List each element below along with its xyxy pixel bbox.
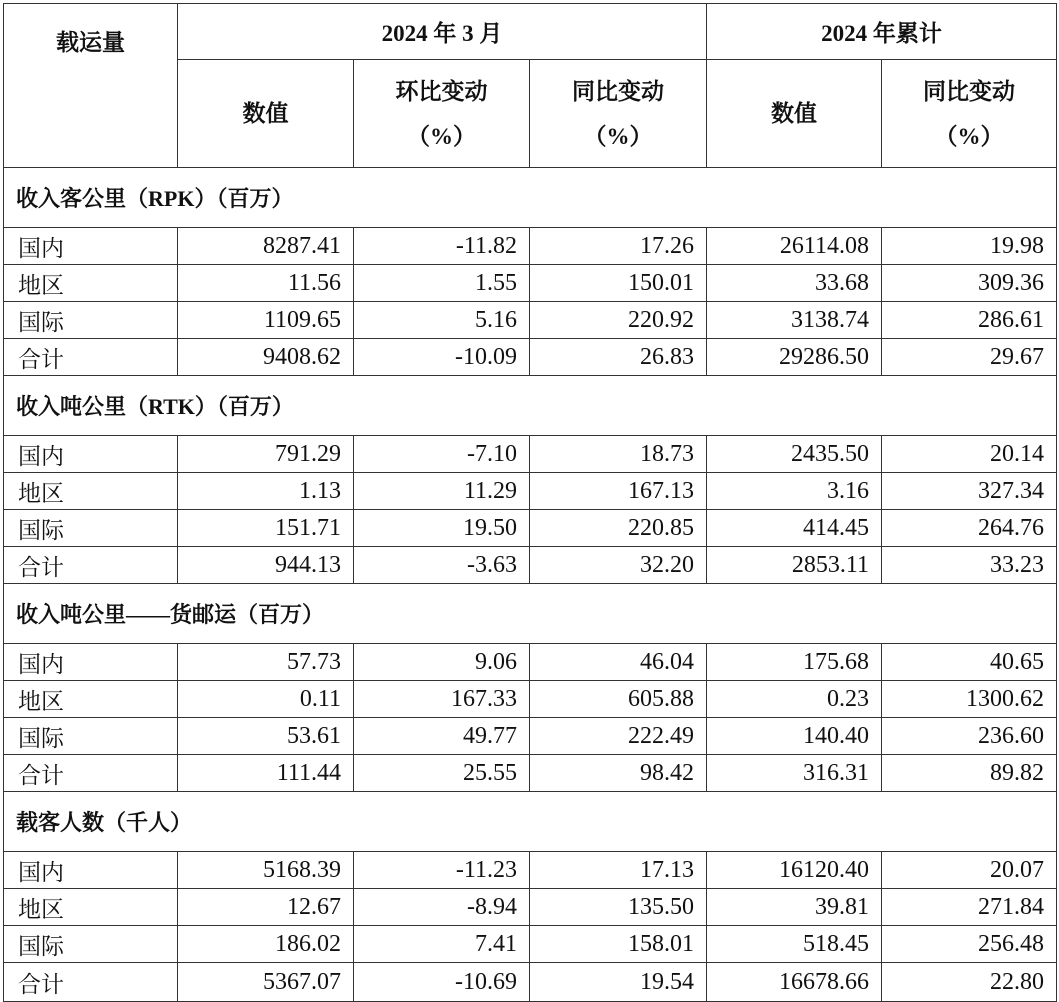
header-yoy-pct: （%） bbox=[583, 123, 653, 149]
yoy-cell: 220.92 bbox=[530, 302, 707, 339]
section-title: 载客人数（千人） bbox=[4, 792, 1057, 852]
table-row bbox=[4, 339, 1057, 376]
table-row bbox=[4, 302, 1057, 339]
mom-cell: 7.41 bbox=[354, 926, 530, 963]
yoy-cell: 46.04 bbox=[530, 644, 707, 681]
value-cell: 186.02 bbox=[178, 926, 354, 963]
ytd-value-cell: 2853.11 bbox=[707, 547, 882, 584]
yoy-cell: 167.13 bbox=[530, 473, 707, 510]
header-period-ytd: 2024 年累计 bbox=[707, 4, 1057, 60]
table-row bbox=[4, 926, 1057, 963]
ytd-yoy-cell: 29.67 bbox=[882, 339, 1057, 376]
yoy-cell: 222.49 bbox=[530, 718, 707, 755]
ytd-value-cell: 3138.74 bbox=[707, 302, 882, 339]
row-label: 合计 bbox=[4, 339, 178, 376]
ytd-value-cell: 39.81 bbox=[707, 889, 882, 926]
table-row bbox=[4, 510, 1057, 547]
table-row bbox=[4, 755, 1057, 792]
yoy-cell: 220.85 bbox=[530, 510, 707, 547]
row-label: 国内 bbox=[4, 436, 178, 473]
value-cell: 944.13 bbox=[178, 547, 354, 584]
value-cell: 151.71 bbox=[178, 510, 354, 547]
value-cell: 0.11 bbox=[178, 681, 354, 718]
ytd-yoy-cell: 19.98 bbox=[882, 228, 1057, 265]
header-ytd-value-label: 数值 bbox=[771, 101, 818, 126]
section-row bbox=[4, 168, 1057, 228]
mom-cell: 5.16 bbox=[354, 302, 530, 339]
mom-cell: -10.69 bbox=[354, 963, 530, 1002]
value-cell: 791.29 bbox=[178, 436, 354, 473]
header-mom-pct: （%） bbox=[407, 123, 476, 149]
table-row bbox=[4, 473, 1057, 510]
value-cell: 1.13 bbox=[178, 473, 354, 510]
table-row bbox=[4, 963, 1057, 1002]
value-cell: 5367.07 bbox=[178, 963, 354, 1002]
yoy-cell: 32.20 bbox=[530, 547, 707, 584]
ytd-value-cell: 140.40 bbox=[707, 718, 882, 755]
row-label: 国际 bbox=[4, 302, 178, 339]
ytd-yoy-cell: 309.36 bbox=[882, 265, 1057, 302]
yoy-cell: 98.42 bbox=[530, 755, 707, 792]
yoy-cell: 26.83 bbox=[530, 339, 707, 376]
section-row bbox=[4, 376, 1057, 436]
ytd-yoy-cell: 236.60 bbox=[882, 718, 1057, 755]
section-title: 收入吨公里——货邮运（百万） bbox=[4, 584, 1057, 644]
mom-cell: -3.63 bbox=[354, 547, 530, 584]
section-title: 收入吨公里（RTK）（百万） bbox=[4, 376, 1057, 436]
header-mom-label: 环比变动 bbox=[395, 78, 488, 104]
row-label: 地区 bbox=[4, 889, 178, 926]
header-ytd-yoy-pct: （%） bbox=[934, 123, 1004, 149]
table-row bbox=[4, 852, 1057, 889]
ytd-yoy-cell: 20.14 bbox=[882, 436, 1057, 473]
ytd-value-cell: 33.68 bbox=[707, 265, 882, 302]
yoy-cell: 135.50 bbox=[530, 889, 707, 926]
table-row bbox=[4, 265, 1057, 302]
header-period-month: 2024 年 3 月 bbox=[178, 4, 707, 60]
row-label: 地区 bbox=[4, 473, 178, 510]
ytd-value-cell: 0.23 bbox=[707, 681, 882, 718]
header-yoy-label: 同比变动 bbox=[572, 78, 664, 104]
mom-cell: -11.82 bbox=[354, 228, 530, 265]
section-row bbox=[4, 584, 1057, 644]
mom-cell: -7.10 bbox=[354, 436, 530, 473]
mom-cell: -11.23 bbox=[354, 852, 530, 889]
table-row bbox=[4, 547, 1057, 584]
header-mom bbox=[354, 60, 530, 168]
table-row bbox=[4, 436, 1057, 473]
row-label: 合计 bbox=[4, 963, 178, 1002]
ytd-value-cell: 3.16 bbox=[707, 473, 882, 510]
mom-cell: -8.94 bbox=[354, 889, 530, 926]
ytd-yoy-cell: 22.80 bbox=[882, 963, 1057, 1002]
mom-cell: -10.09 bbox=[354, 339, 530, 376]
row-label: 国内 bbox=[4, 852, 178, 889]
traffic-table bbox=[3, 3, 1057, 1002]
row-label: 地区 bbox=[4, 681, 178, 718]
ytd-yoy-cell: 1300.62 bbox=[882, 681, 1057, 718]
header-ytd-yoy bbox=[882, 60, 1057, 168]
mom-cell: 11.29 bbox=[354, 473, 530, 510]
header-row-label: 载运量 bbox=[4, 4, 178, 168]
value-cell: 111.44 bbox=[178, 755, 354, 792]
row-label: 国内 bbox=[4, 644, 178, 681]
row-label: 地区 bbox=[4, 265, 178, 302]
row-label: 国际 bbox=[4, 718, 178, 755]
ytd-yoy-cell: 327.34 bbox=[882, 473, 1057, 510]
ytd-value-cell: 316.31 bbox=[707, 755, 882, 792]
ytd-yoy-cell: 271.84 bbox=[882, 889, 1057, 926]
value-cell: 57.73 bbox=[178, 644, 354, 681]
ytd-yoy-cell: 20.07 bbox=[882, 852, 1057, 889]
table-row bbox=[4, 889, 1057, 926]
header-value-label: 数值 bbox=[242, 101, 289, 126]
header-yoy bbox=[530, 60, 707, 168]
row-label: 国际 bbox=[4, 926, 178, 963]
mom-cell: 167.33 bbox=[354, 681, 530, 718]
row-label: 合计 bbox=[4, 755, 178, 792]
ytd-value-cell: 2435.50 bbox=[707, 436, 882, 473]
ytd-yoy-cell: 89.82 bbox=[882, 755, 1057, 792]
value-cell: 53.61 bbox=[178, 718, 354, 755]
table-row bbox=[4, 228, 1057, 265]
yoy-cell: 158.01 bbox=[530, 926, 707, 963]
ytd-yoy-cell: 33.23 bbox=[882, 547, 1057, 584]
ytd-value-cell: 175.68 bbox=[707, 644, 882, 681]
section-title: 收入客公里（RPK）（百万） bbox=[4, 168, 1057, 228]
row-label: 国内 bbox=[4, 228, 178, 265]
yoy-cell: 17.13 bbox=[530, 852, 707, 889]
header-ytd-yoy-label: 同比变动 bbox=[923, 78, 1016, 104]
value-cell: 12.67 bbox=[178, 889, 354, 926]
ytd-value-cell: 518.45 bbox=[707, 926, 882, 963]
ytd-yoy-cell: 286.61 bbox=[882, 302, 1057, 339]
section-row bbox=[4, 792, 1057, 852]
value-cell: 8287.41 bbox=[178, 228, 354, 265]
mom-cell: 49.77 bbox=[354, 718, 530, 755]
value-cell: 1109.65 bbox=[178, 302, 354, 339]
ytd-value-cell: 29286.50 bbox=[707, 339, 882, 376]
ytd-value-cell: 26114.08 bbox=[707, 228, 882, 265]
yoy-cell: 17.26 bbox=[530, 228, 707, 265]
header-value-ytd bbox=[707, 60, 882, 168]
yoy-cell: 605.88 bbox=[530, 681, 707, 718]
mom-cell: 25.55 bbox=[354, 755, 530, 792]
ytd-yoy-cell: 256.48 bbox=[882, 926, 1057, 963]
yoy-cell: 18.73 bbox=[530, 436, 707, 473]
mom-cell: 19.50 bbox=[354, 510, 530, 547]
row-label: 合计 bbox=[4, 547, 178, 584]
table-row bbox=[4, 718, 1057, 755]
mom-cell: 9.06 bbox=[354, 644, 530, 681]
header-value-month bbox=[178, 60, 354, 168]
ytd-value-cell: 16678.66 bbox=[707, 963, 882, 1002]
row-label: 国际 bbox=[4, 510, 178, 547]
ytd-value-cell: 16120.40 bbox=[707, 852, 882, 889]
yoy-cell: 19.54 bbox=[530, 963, 707, 1002]
mom-cell: 1.55 bbox=[354, 265, 530, 302]
value-cell: 5168.39 bbox=[178, 852, 354, 889]
ytd-yoy-cell: 264.76 bbox=[882, 510, 1057, 547]
value-cell: 9408.62 bbox=[178, 339, 354, 376]
yoy-cell: 150.01 bbox=[530, 265, 707, 302]
ytd-yoy-cell: 40.65 bbox=[882, 644, 1057, 681]
ytd-value-cell: 414.45 bbox=[707, 510, 882, 547]
table-row bbox=[4, 681, 1057, 718]
value-cell: 11.56 bbox=[178, 265, 354, 302]
table-row bbox=[4, 644, 1057, 681]
